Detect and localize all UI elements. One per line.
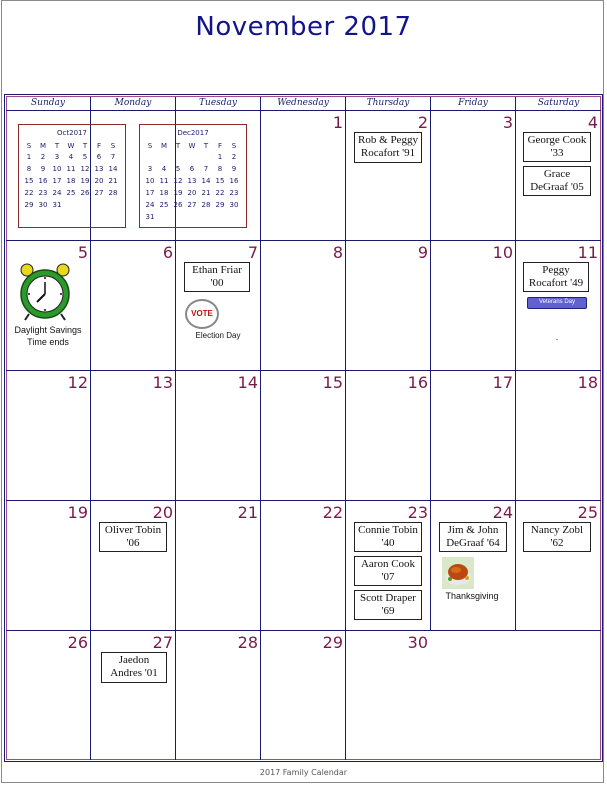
mini-calendar-day: 21 — [108, 177, 118, 185]
event-box-birthday: Aaron Cook '07 — [354, 556, 422, 586]
mini-calendar-day: 26 — [173, 201, 183, 209]
event-box-birthday: Connie Tobin '40 — [354, 522, 422, 552]
mini-calendar-weekday: T — [82, 142, 88, 150]
mini-calendar-weekday: F — [217, 142, 223, 150]
mini-calendar-day: 15 — [24, 177, 34, 185]
mini-calendar-day: 31 — [145, 213, 155, 221]
day-number: 6 — [162, 243, 173, 262]
mini-calendar-day: 17 — [52, 177, 62, 185]
mini-calendar-weekday: T — [54, 142, 60, 150]
event-box-birthday: Nancy Zobl '62 — [523, 522, 591, 552]
grid-line-v — [345, 110, 346, 760]
mini-calendar-title: Dec2017 — [177, 129, 209, 137]
mini-calendar-day: 16 — [38, 177, 48, 185]
mini-calendar-day: 1 — [217, 153, 223, 161]
note-thanksgiving: Thanksgiving — [445, 591, 499, 601]
grid-line-h — [6, 500, 601, 501]
mini-calendar-day: 25 — [159, 201, 169, 209]
grid-line-h — [6, 630, 601, 631]
mini-calendar-day: 4 — [68, 153, 74, 161]
mini-calendar-weekday: W — [67, 142, 75, 150]
day-number: 14 — [237, 373, 258, 392]
mini-calendar-day: 5 — [82, 153, 88, 161]
mini-calendar-day: 23 — [38, 189, 48, 197]
mini-calendar-day: 4 — [161, 165, 167, 173]
day-number: 13 — [152, 373, 173, 392]
day-number: 16 — [407, 373, 428, 392]
event-box-birthday: George Cook '33 — [523, 132, 591, 162]
mini-calendar-day: 14 — [201, 177, 211, 185]
page-footer: 2017 Family Calendar — [259, 768, 348, 777]
mini-calendar-day: 20 — [187, 189, 197, 197]
day-number: 23 — [407, 503, 428, 522]
mini-calendar-day: 8 — [26, 165, 32, 173]
mini-calendar-day: 9 — [40, 165, 46, 173]
mini-calendar-weekday: S — [26, 142, 32, 150]
day-number: 4 — [587, 113, 598, 132]
mini-calendar-day: 27 — [94, 189, 104, 197]
day-number: 11 — [577, 243, 598, 262]
banner-label: Veterans Day — [538, 299, 576, 305]
weekday-thursday: Thursday — [346, 97, 431, 110]
event-box-birthday: Rob & Peggy Rocafort '91 — [354, 132, 422, 163]
grid-line-h — [6, 110, 601, 111]
day-number: 29 — [322, 633, 343, 652]
mini-calendar-day: 24 — [145, 201, 155, 209]
note-dot: . — [555, 332, 559, 342]
day-number: 22 — [322, 503, 343, 522]
weekday-sunday: Sunday — [6, 97, 91, 110]
grid-line-h — [6, 370, 601, 371]
day-number: 24 — [492, 503, 513, 522]
weekday-tuesday: Tuesday — [176, 97, 261, 110]
day-number: 5 — [77, 243, 88, 262]
mini-calendar-day: 28 — [108, 189, 118, 197]
day-number: 19 — [67, 503, 88, 522]
mini-calendar-title: Oct2017 — [57, 129, 87, 137]
event-box-birthday: Jaedon Andres '01 — [101, 652, 167, 683]
flag-banner-icon — [527, 297, 587, 309]
mini-calendar-day: 24 — [52, 189, 62, 197]
mini-calendar-day: 14 — [108, 165, 118, 173]
weekday-monday: Monday — [91, 97, 176, 110]
day-number: 8 — [332, 243, 343, 262]
note-election-day: Election Day — [195, 331, 241, 340]
mini-calendar-day: 1 — [26, 153, 32, 161]
day-number: 18 — [577, 373, 598, 392]
mini-calendar-october — [18, 124, 126, 228]
day-number: 3 — [502, 113, 513, 132]
event-box-birthday: Oliver Tobin '06 — [99, 522, 167, 552]
weekday-wednesday: Wednesday — [261, 97, 346, 110]
day-number: 12 — [67, 373, 88, 392]
mini-calendar-weekday: F — [96, 142, 102, 150]
day-number: 25 — [577, 503, 598, 522]
day-number: 27 — [152, 633, 173, 652]
mini-calendar-day: 23 — [229, 189, 239, 197]
day-number: 10 — [492, 243, 513, 262]
day-number: 1 — [332, 113, 343, 132]
grid-line-v — [430, 110, 431, 630]
mini-calendar-day: 9 — [231, 165, 237, 173]
mini-calendar-day: 11 — [66, 165, 76, 173]
mini-calendar-december — [139, 124, 247, 228]
mini-calendar-day: 25 — [66, 189, 76, 197]
mini-calendar-day: 26 — [80, 189, 90, 197]
note-daylight-savings: Daylight Savings Time ends — [14, 325, 82, 347]
mini-calendar-day: 18 — [159, 189, 169, 197]
mini-calendar-day: 7 — [203, 165, 209, 173]
mini-calendar-weekday: S — [147, 142, 153, 150]
mini-calendar-day: 2 — [40, 153, 46, 161]
weekday-friday: Friday — [431, 97, 516, 110]
turkey-icon — [442, 557, 474, 589]
mini-calendar-day: 12 — [173, 177, 183, 185]
mini-calendar-day: 16 — [229, 177, 239, 185]
mini-calendar-day: 3 — [54, 153, 60, 161]
mini-calendar-day: 6 — [96, 153, 102, 161]
mini-calendar-day: 17 — [145, 189, 155, 197]
mini-calendar-day: 5 — [175, 165, 181, 173]
mini-calendar-day: 20 — [94, 177, 104, 185]
day-number: 17 — [492, 373, 513, 392]
mini-calendar-day: 10 — [145, 177, 155, 185]
day-number: 2 — [417, 113, 428, 132]
weekday-saturday: Saturday — [537, 98, 580, 108]
mini-calendar-weekday: S — [231, 142, 237, 150]
vote-badge-icon — [185, 299, 219, 329]
mini-calendar-day: 10 — [52, 165, 62, 173]
mini-calendar-weekday: S — [110, 142, 116, 150]
day-number: 7 — [247, 243, 258, 262]
day-number: 15 — [322, 373, 343, 392]
mini-calendar-day: 31 — [52, 201, 62, 209]
mini-calendar-day: 8 — [217, 165, 223, 173]
mini-calendar-day: 29 — [24, 201, 34, 209]
event-box-birthday: Grace DeGraaf '05 — [523, 166, 591, 196]
mini-calendar-day: 15 — [215, 177, 225, 185]
grid-line-v — [260, 110, 261, 760]
mini-calendar-day: 13 — [187, 177, 197, 185]
event-box-birthday: Jim & John DeGraaf '64 — [439, 522, 507, 552]
mini-calendar-day: 22 — [215, 189, 225, 197]
weekday-header-row — [6, 97, 601, 110]
mini-calendar-day: 2 — [231, 153, 237, 161]
mini-calendar-day: 3 — [147, 165, 153, 173]
mini-calendar-day: 28 — [201, 201, 211, 209]
grid-line-v — [515, 110, 516, 630]
mini-calendar-day: 13 — [94, 165, 104, 173]
mini-calendar-day: 27 — [187, 201, 197, 209]
mini-calendar-day: 21 — [201, 189, 211, 197]
day-number: 21 — [237, 503, 258, 522]
mini-calendar-day: 29 — [215, 201, 225, 209]
mini-calendar-weekday: T — [203, 142, 209, 150]
page-title: November 2017 — [195, 12, 412, 42]
event-box-birthday: Scott Draper '69 — [354, 590, 422, 620]
mini-calendar-day: 22 — [24, 189, 34, 197]
mini-calendar-day: 6 — [189, 165, 195, 173]
mini-calendar-day: 18 — [66, 177, 76, 185]
mini-calendar-day: 30 — [38, 201, 48, 209]
day-number: 28 — [237, 633, 258, 652]
mini-calendar-weekday: W — [188, 142, 196, 150]
day-number: 9 — [417, 243, 428, 262]
mini-calendar-day: 11 — [159, 177, 169, 185]
mini-calendar-day: 7 — [110, 153, 116, 161]
mini-calendar-day: 30 — [229, 201, 239, 209]
alarm-clock-icon — [17, 262, 73, 322]
mini-calendar-weekday: T — [175, 142, 181, 150]
grid-line-h — [6, 240, 601, 241]
mini-calendar-day: 12 — [80, 165, 90, 173]
mini-calendar-day: 19 — [80, 177, 90, 185]
day-number: 26 — [67, 633, 88, 652]
mini-calendar-weekday: M — [39, 142, 47, 150]
event-box-birthday: Ethan Friar '00 — [184, 262, 250, 292]
mini-calendar-day: 19 — [173, 189, 183, 197]
day-number: 20 — [152, 503, 173, 522]
event-box-birthday: Peggy Rocafort '49 — [523, 262, 589, 292]
vote-badge-label: VOTE — [191, 309, 213, 318]
mini-calendar-weekday: M — [160, 142, 168, 150]
day-number: 30 — [407, 633, 428, 652]
